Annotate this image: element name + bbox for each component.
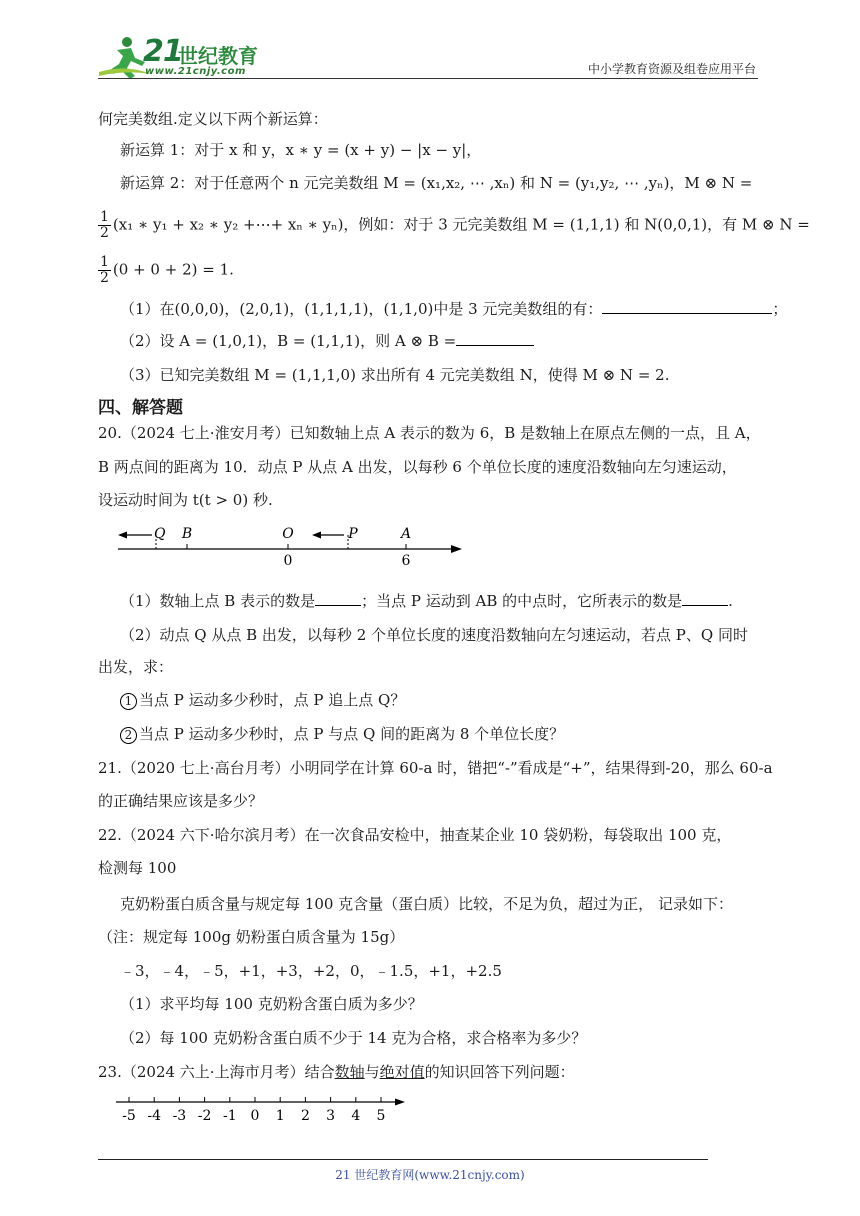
q19-op1: 新运算 1：对于 x 和 y，x ∗ y = (x + y) − |x − y|， bbox=[120, 141, 482, 159]
q20-part2-b: 出发，求： bbox=[98, 658, 174, 676]
tick-label-6: 6 bbox=[401, 553, 411, 569]
q21-line1: 21.（2020 七上·高台月考）小明同学在计算 60-a 时，错把“-”看成是“+”，结果得到-20，那么 60-a bbox=[98, 759, 773, 777]
tick-label: -3 bbox=[172, 1108, 187, 1124]
q20-part1: （1）数轴上点 B 表示的数是 ；当点 P 运动到 AB 的中点时，它所表示的数是 . bbox=[120, 592, 733, 610]
q21-line2: 的正确结果应该是多少？ bbox=[98, 792, 264, 810]
circled-number: 2 bbox=[120, 727, 137, 744]
point-q-label: Q bbox=[154, 526, 166, 542]
q19-part1: （1）在(0,0,0)，(2,0,1)，(1,1,1,1)，(1,1,0)中是 3 元完美数组的有： ； bbox=[120, 300, 788, 318]
answer-blank[interactable] bbox=[602, 299, 772, 314]
q22-line4: （注：规定每 100g 奶粉蛋白质含量为 15g） bbox=[98, 928, 405, 946]
link-absolute-value[interactable]: 绝对值 bbox=[379, 1063, 425, 1081]
tick-label: -5 bbox=[122, 1108, 136, 1124]
point-o-label: O bbox=[282, 526, 294, 542]
circled-number: 1 bbox=[120, 693, 137, 710]
q20-sub1: 1 当点 P 运动多少秒时，点 P 追上点 Q？ bbox=[120, 689, 405, 711]
tick-label: -1 bbox=[222, 1108, 237, 1124]
tick-label: 4 bbox=[351, 1108, 361, 1124]
tick-label-0: 0 bbox=[283, 553, 293, 569]
q22-part1: （1）求平均每 100 克奶粉含蛋白质为多少？ bbox=[120, 995, 423, 1013]
tick-label: 2 bbox=[300, 1108, 310, 1124]
point-b-label: B bbox=[181, 526, 193, 542]
q20-number-line bbox=[110, 522, 470, 570]
q20-line3: 设运动时间为 t(t > 0) 秒. bbox=[98, 491, 273, 509]
q20-line2: B 两点间的距离为 10．动点 P 从点 A 出发，以每秒 6 个单位长度的速度沿数轴向左匀速运动， bbox=[98, 458, 737, 476]
q20-line1: 20.（2024 七上·淮安月考）已知数轴上点 A 表示的数为 6，B 是数轴上在原点左侧的一点，且 A， bbox=[98, 424, 761, 442]
q19-op2-a: 新运算 2：对于任意两个 n 元完美数组 M = (x₁,x₂, ⋯ ,xₙ) 和 N = (y₁,y₂, ⋯ ,yₙ)，M ⊗ N = bbox=[120, 174, 753, 192]
header-slogan: 中小学教育资源及组卷应用平台 bbox=[587, 62, 756, 76]
q22-line1: 22.（2024 六下·哈尔滨月考）在一次食品安检中，抽查某企业 10 袋奶粉，每袋取出 100 克， bbox=[98, 826, 732, 844]
q22-part2: （2）每 100 克奶粉含蛋白质不少于 14 克为合格，求合格率为多少？ bbox=[120, 1029, 587, 1047]
tick-label: -2 bbox=[197, 1108, 212, 1124]
tick-label: 3 bbox=[326, 1108, 336, 1124]
link-number-axis[interactable]: 数轴 bbox=[334, 1063, 365, 1081]
logo-url: www.21cnjy.com bbox=[145, 66, 246, 77]
footer-divider bbox=[98, 1159, 708, 1160]
footer-text: 21 世纪教育网(www.21cnjy.com) bbox=[335, 1168, 525, 1182]
tick-label: 0 bbox=[250, 1108, 260, 1124]
tick-marks bbox=[122, 1097, 385, 1124]
q20-sub2: 2 当点 P 运动多少秒时，点 P 与点 Q 间的距离为 8 个单位长度？ bbox=[120, 723, 564, 745]
fraction: $\frac{1}{2}$ bbox=[100, 209, 109, 241]
logo-number: 21 bbox=[143, 34, 183, 69]
q19-op2-b: $\frac{1}{2}$ (x₁ ∗ y₁ + x₂ ∗ y₂ +⋯+ xₙ ∗ yₙ)，例如：对于 3 元完美数组 M = (1,1,1) 和 N(0,0,1)，有 M ⊗ N = bbox=[100, 209, 810, 241]
q22-data: ﹣3，﹣4，﹣5，+1，+3，+2，0，﹣1.5，+1，+2.5 bbox=[120, 962, 502, 980]
q22-line3: 克奶粉蛋白质含量与规定每 100 克含量（蛋白质）比较，不足为负，超过为正， 记录如下： bbox=[120, 895, 733, 913]
point-a-label: A bbox=[400, 526, 412, 542]
tick-label: -4 bbox=[147, 1108, 162, 1124]
section-title: 四、解答题 bbox=[98, 398, 183, 418]
header-divider bbox=[98, 78, 758, 79]
point-p-label: P bbox=[348, 526, 358, 542]
logo-text: 世纪教育 bbox=[178, 44, 258, 68]
q19-part2: （2）设 A = (1,0,1)，B = (1,1,1)，则 A ⊗ B = bbox=[120, 330, 534, 352]
answer-blank[interactable] bbox=[682, 591, 728, 606]
q19-op2-c: $\frac{1}{2}$ (0 + 0 + 2) = 1. bbox=[100, 254, 234, 286]
answer-blank[interactable] bbox=[456, 331, 534, 346]
tick-label: 1 bbox=[275, 1108, 285, 1124]
q19-part3: （3）已知完美数组 M = (1,1,1,0) 求出所有 4 元完美数组 N，使得 M ⊗ N = 2. bbox=[120, 366, 670, 384]
tick-label: 5 bbox=[376, 1108, 386, 1124]
q23-number-line bbox=[112, 1092, 412, 1124]
q22-line2: 检测每 100 bbox=[98, 859, 177, 877]
q19-intro: 何完美数组.定义以下两个新运算： bbox=[98, 110, 328, 128]
fraction: $\frac{1}{2}$ bbox=[100, 254, 109, 286]
q23-line1: 23.（2024 六上·上海市月考）结合数轴与绝对值的知识回答下列问题： bbox=[98, 1063, 575, 1081]
answer-blank[interactable] bbox=[315, 591, 361, 606]
q20-part2-a: （2）动点 Q 从点 B 出发，以每秒 2 个单位长度的速度沿数轴向左匀速运动，若点 P、Q 同时 bbox=[120, 626, 748, 644]
